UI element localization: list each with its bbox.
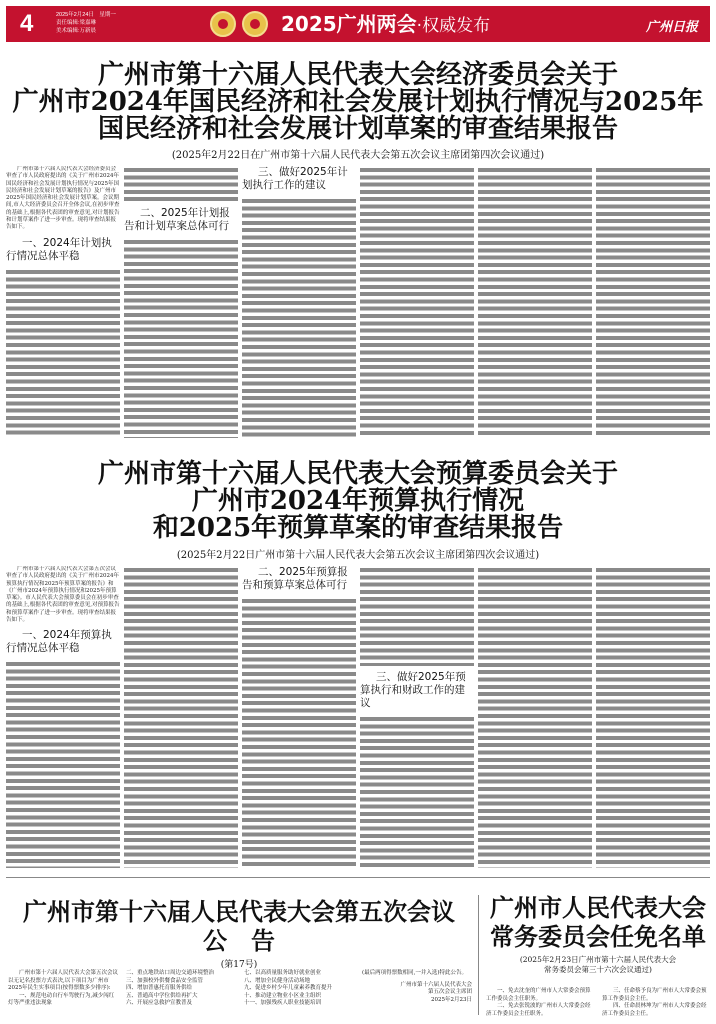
title-line: 公 告 [203, 926, 275, 955]
section-heading: 一、2024年计划执行情况总体平稳 [6, 236, 112, 262]
list-item: 一、免去沈奎的广州市人大常委会预算工作委员会主任职务。 [486, 988, 591, 1002]
list-item: 六、开展应急救护宣教普及 [126, 1000, 193, 1006]
issuer-line: 2025年2月23日 [431, 996, 472, 1003]
title-line: 常务委员会任免名单 [490, 922, 706, 951]
body-column [360, 166, 474, 438]
section-divider [6, 877, 710, 878]
list-item: 二、免去张锐波的广州市人大常委会经济工作委员会主任职务。 [486, 1003, 591, 1017]
body-text [6, 660, 120, 868]
announcement-number: (第17号) [220, 960, 258, 970]
subtitle-line: 常务委员会第三十六次会议通过) [544, 965, 652, 974]
appointments-title [484, 893, 712, 951]
body-column [6, 566, 120, 868]
announcement-title [6, 897, 472, 955]
body-column [478, 566, 592, 868]
body-column [242, 166, 356, 438]
title-line: 广州市第十六届人民代表大会经济委员会关于 [97, 60, 618, 90]
announcement-column [8, 970, 118, 1008]
section-heading: 三、做好2025年预算执行和财政工作的建议 [360, 671, 466, 709]
body-text [596, 166, 710, 438]
section-title [281, 10, 490, 40]
intro-paragraph: 广州市第十六届人民代表大会经济委员会审查了市人民政府提出的《关于广州市2024年国民经济和社会发展计划执行情况与2025年国民经济和社会发展计划草案的报告》及广州市2025年国民经济和社会发展计划草案。会议期间,市人大经济委员会召开全体会议,在初步审查的基础上,根据各代表团的审查意见,对计划报告和计划草案作了进一步审查。现将审查结果报告如下。 [6, 166, 120, 231]
body-text [596, 566, 710, 868]
body-text [478, 566, 592, 868]
announcement-column [362, 970, 472, 1008]
body-column [124, 566, 238, 868]
article2-body [6, 566, 710, 868]
list-item: 八、增加全民健身活动场地 [244, 977, 311, 984]
paper-logo: 广州日报 [645, 20, 698, 35]
list-item: 九、促进乡村少年儿童素养教育提升 [244, 985, 333, 991]
section-heading: 二、2025年预算报告和预算草案总体可行 [242, 566, 348, 591]
title-line: 国民经济和社会发展计划草案的审查结果报告 [97, 114, 618, 144]
body-text [242, 197, 356, 438]
article1-subtitle: (2025年2月22日在广州市第十六届人民代表大会第五次会议主席团第四次会议通过) [171, 150, 545, 161]
section-title-sub: ·权威发布 [416, 16, 491, 36]
body-text [360, 715, 474, 868]
subtitle-line: (2025年2月23日广州市第十六届人民代表大会 [519, 955, 677, 964]
announcement-column [126, 970, 236, 1008]
body-text [360, 166, 474, 438]
appointments-subtitle [484, 955, 712, 975]
issuer-line: 广州市第十六届人民代表大会 [400, 981, 472, 988]
article2-title [0, 461, 716, 542]
body-column [242, 566, 356, 868]
body-text [360, 566, 474, 666]
list-item: 三、加强校外供餐食品安全监管 [126, 977, 204, 984]
masthead-meta [56, 11, 116, 35]
announcement-column [244, 970, 354, 1008]
art-editor: 美术编辑:万新晨 [56, 28, 97, 34]
body-column [596, 166, 710, 438]
appointments-body [486, 988, 710, 1018]
title-line: 和2025年预算草案的审查结果报告 [152, 513, 564, 543]
body-text [124, 238, 238, 438]
body-text [124, 566, 238, 868]
body-text [6, 268, 120, 438]
title-line: 广州市2024年预算执行情况 [191, 486, 525, 516]
editor: 责任编辑:梁嘉琳 [56, 20, 97, 26]
article1-body [6, 166, 710, 438]
section-title-main: 2025广州两会 [281, 12, 417, 36]
announcement-body [8, 970, 472, 1008]
issue-date: 2025年2月24日 星期一 [56, 12, 116, 18]
list-item: 四、任命晨林坤为广州市人大常委会经济工作委员会主任。 [602, 1003, 707, 1017]
body-text [242, 597, 356, 868]
section-heading: 一、2024年预算执行情况总体平稳 [6, 629, 112, 655]
intro-paragraph: 广州市第十六届人民代表大会第五次会议审查了市人民政府提出的《关于广州市2024年预算执行情况和2025年预算草案的报告》和《广州市2024年预算执行情况和2025年预算草案》。市人民代表大会预算委员会在初步审查的基础上,根据各代表团的审查意见,对预算报告和预算草案作了进一步审查。现将审查结果报告如下。 [6, 566, 120, 624]
title-line: 广州市人民代表大会 [490, 893, 706, 922]
body-text [478, 166, 592, 438]
section-heading: 三、做好2025年计划执行工作的建议 [242, 166, 348, 191]
body-column [478, 166, 592, 438]
masthead [6, 6, 710, 42]
national-emblem-icon [210, 11, 236, 37]
body-column [124, 166, 238, 438]
list-item: 七、以高质量服务助好就业创业 [244, 970, 322, 976]
title-line: 广州市第十六届人民代表大会预算委员会关于 [97, 459, 618, 489]
issuer-line: 第五次会议主席团 [427, 989, 472, 995]
column-divider [478, 895, 479, 1015]
body-column [596, 566, 710, 868]
section-heading: 二、2025年计划报告和计划草案总体可行 [124, 207, 230, 232]
list-item: 一、规范电动自行车驾驶行为,减少闯红灯等严重违法现象 [8, 992, 115, 1006]
list-item: 十、推动建立物业小区业主组织 [244, 992, 322, 999]
appointments-column [486, 988, 594, 1018]
body-text [124, 166, 238, 202]
article1-title [0, 62, 716, 143]
list-item: 四、增加普惠托育服务供给 [126, 985, 193, 991]
article2-subtitle: (2025年2月22日广州市第十六届人民代表大会第五次会议主席团第四次会议通过) [176, 550, 540, 561]
cppcc-emblem-icon [242, 11, 268, 37]
announcement-issuer [362, 982, 472, 1005]
announcement-note: (最后两项得票数相同,一并入选)特此公告。 [362, 970, 468, 976]
announcement-intro: 广州市第十六届人民代表大会第五次会议以无记名投票方式表决,以下项目为广州市2025年民生实事项目(按得票数多少排序): [8, 970, 119, 991]
page-number: 4 [20, 10, 34, 37]
body-column [360, 566, 474, 868]
body-column [6, 166, 120, 438]
appointments-column [602, 988, 710, 1018]
list-item: 十一、加强残疾人职业技能培训 [244, 1000, 322, 1006]
list-item: 三、任命蔡予良为广州市人大常委会预算工作委员会主任。 [602, 988, 707, 1002]
title-line: 广州市第十六届人民代表大会第五次会议 [23, 897, 455, 926]
title-line: 广州市2024年国民经济和社会发展计划执行情况与2025年 [12, 87, 704, 117]
list-item: 二、重点地铁站口周边交通环境整治 [126, 970, 215, 976]
list-item: 五、普通高中学位供给再扩大 [126, 992, 198, 999]
